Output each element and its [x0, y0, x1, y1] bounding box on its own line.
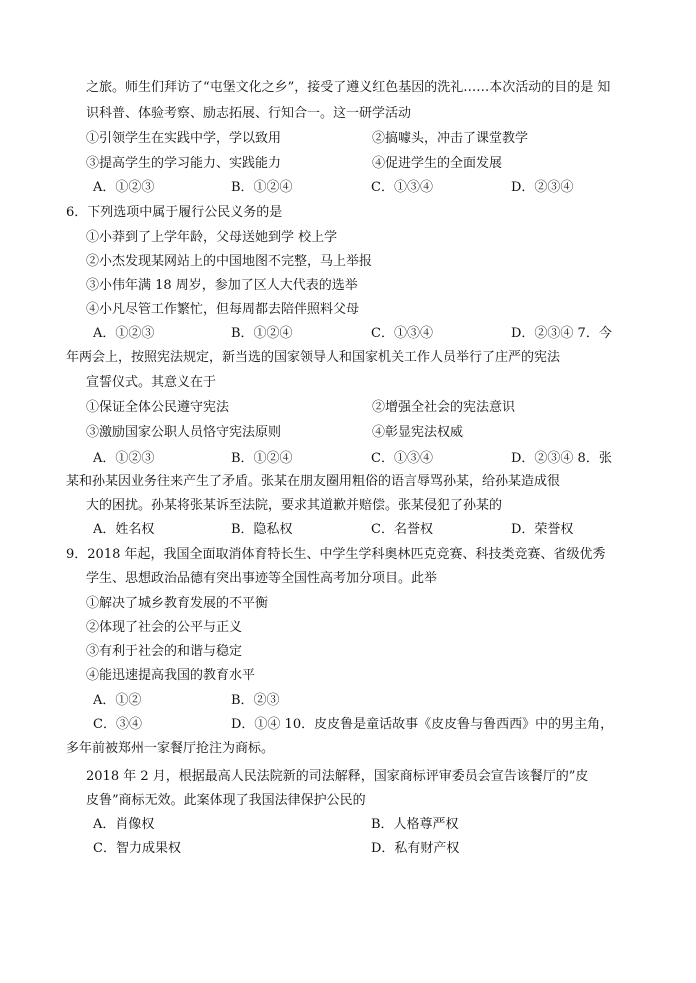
- q9-stem-line-1: 9．2018 年起，我国全面取消体育特长生、中学生学科奥林匹克竞赛、科技类竞赛、省级优秀: [66, 547, 606, 562]
- q9-statement-4: ④能迅速提高我国的教育水平: [86, 668, 256, 683]
- q8-stem-line-1: 某和孙某因业务往来产生了矛盾。张某在朋友圈用粗俗的语言辱骂孙某，给孙某造成很: [66, 474, 561, 489]
- q5-stem-line-2: 识科普、体验考察、励志拓展、行知合一。这一研学活动: [86, 106, 412, 121]
- q8-option-c: C．名誉权: [371, 522, 433, 537]
- q9-statement-3: ③有利于社会的和谐与稳定: [86, 644, 243, 659]
- q6-statement-2: ②小杰发现某网站上的中国地图不完整，马上举报: [86, 254, 373, 269]
- q10-option-b: B．人格尊严权: [371, 817, 459, 832]
- q6-option-c: C．①③④: [371, 326, 433, 341]
- q5-statement-1: ①引领学生在实践中学，学以致用: [86, 131, 282, 146]
- q6-option-a: A．①②③: [93, 326, 155, 341]
- q6-statement-1: ①小莽到了上学年龄，父母送她到学 校上学: [86, 230, 338, 245]
- q5-stem-line-1: 之旅。师生们拜访了“屯堡文化之乡”，接受了遵义红色基因的洗礼……本次活动的目的是 知: [86, 80, 611, 95]
- q8-stem-line-2: 大的困扰。孙某将张某诉至法院，要求其道歉并赔偿。张某侵犯了孙某的: [86, 498, 503, 513]
- q10-option-a: A．肖像权: [93, 817, 155, 832]
- q8-option-a: A．姓名权: [93, 522, 155, 537]
- q7-stem-line-1: 年两会上，按照宪法规定，新当选的国家领导人和国家机关工作人员举行了庄严的宪法: [66, 350, 561, 365]
- q7-statement-2: ②增强全社会的宪法意识: [372, 400, 516, 415]
- q6-option-b: B．①②④: [231, 326, 293, 341]
- q7-option-d: D．②③④ 8．张: [511, 451, 612, 466]
- q7-option-a: A．①②③: [93, 451, 155, 466]
- q8-option-d: D．荣誉权: [511, 522, 574, 537]
- q6-stem: 6．下列选项中属于履行公民义务的是: [66, 205, 283, 220]
- q9-stem-line-2: 学生、思想政治品德有突出事迹等全国性高考加分项目。此举: [86, 571, 438, 586]
- q8-option-b: B．隐私权: [231, 522, 293, 537]
- q5-option-d: D．②③④: [511, 180, 574, 195]
- q7-statement-1: ①保证全体公民遵守宪法: [86, 400, 230, 415]
- q7-option-b: B．①②④: [231, 451, 293, 466]
- q7-statement-4: ④彰显宪法权威: [372, 425, 464, 440]
- q7-stem-line-2: 宣誓仪式。其意义在于: [86, 375, 217, 390]
- q10-option-c: C．智力成果权: [93, 841, 181, 856]
- q9-option-b: B．②③: [231, 693, 280, 708]
- q10-option-d: D．私有财产权: [371, 841, 460, 856]
- q9-option-c: C．③④: [93, 717, 142, 732]
- q10-stem-line-3: 皮鲁”商标无效。此案体现了我国法律保护公民的: [86, 793, 366, 808]
- q5-option-b: B．①②④: [231, 180, 293, 195]
- q10-stem-line-2: 2018 年 2 月，根据最高人民法院新的司法解释，国家商标评审委员会宣告该餐厅的”皮: [86, 769, 589, 784]
- q5-statement-4: ④促进学生的全面发展: [372, 156, 503, 171]
- q5-statement-2: ②搞噱头，冲击了课堂教学: [372, 131, 529, 146]
- q6-option-d: D．②③④ 7．今: [511, 326, 612, 341]
- q5-statement-3: ③提高学生的学习能力、实践能力: [86, 156, 282, 171]
- q5-option-a: A．①②③: [93, 180, 155, 195]
- q9-statement-2: ②体现了社会的公平与正义: [86, 620, 243, 635]
- q10-stem-line-1: 多年前被郑州一家餐厅抢注为商标。: [66, 741, 275, 756]
- q6-statement-3: ③小伟年满 18 周岁，参加了区人大代表的选举: [86, 278, 358, 293]
- q9-statement-1: ①解决了城乡教育发展的不平衡: [86, 596, 269, 611]
- q6-statement-4: ④小凡尽管工作繁忙，但每周都去陪伴照料父母: [86, 302, 360, 317]
- q7-option-c: C．①③④: [371, 451, 433, 466]
- q9-option-d: D．①④ 10．皮皮鲁是童话故事《皮皮鲁与鲁西西》中的男主角，: [231, 717, 614, 732]
- q5-option-c: C．①③④: [371, 180, 433, 195]
- q7-statement-3: ③激励国家公职人员恪守宪法原则: [86, 425, 282, 440]
- q9-option-a: A．①②: [93, 693, 142, 708]
